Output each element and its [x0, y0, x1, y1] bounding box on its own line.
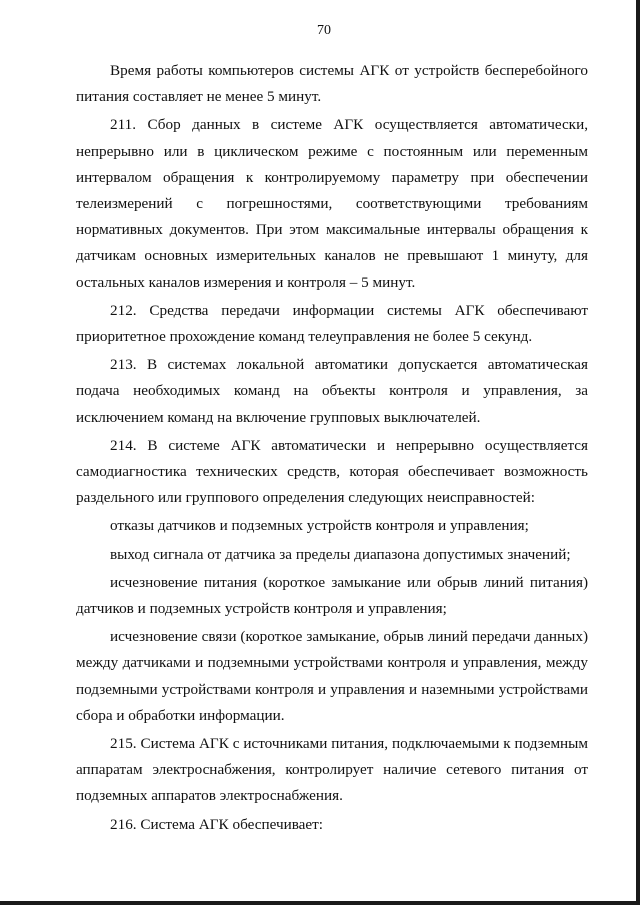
paragraph-211: 211. Сбор данных в системе АГК осуществляется автоматически, непрерывно или в циклическом режиме с постоянным или переменным интервалом обращения к контролируемому параметру при обеспечении телеизмерений с погрешностями, соответствующими требованиям нормативных документов. При этом максимальные интервалы обращения к датчикам основных измерительных каналов не превышают 1 минуту, для остальных каналов измерения и контроля – 5 минут. [76, 116, 588, 291]
paragraph-215: 215. Система АГК с источниками питания, подключаемыми к подземным аппаратам электроснабжения, контролирует наличие сетевого питания от подземных аппаратов электроснабжения. [76, 735, 588, 805]
fault-item-signal-out-of-range: выход сигнала от датчика за пределы диапазона допустимых значений; [110, 545, 571, 563]
paragraph-212: 212. Средства передачи информации системы АГК обеспечивают приоритетное прохождение команд телеуправления не более 5 секунд. [76, 301, 588, 346]
paragraph-213: 213. В системах локальной автоматики допускается автоматическая подача необходимых команд на объекты контроля и управления, за исключением команд на включение групповых выключателей. [76, 356, 588, 426]
paragraph-ups-runtime: Время работы компьютеров системы АГК от устройств бесперебойного питания составляет не менее 5 минут. [76, 62, 588, 106]
paragraph-214: 214. В системе АГК автоматически и непрерывно осуществляется самодиагностика технических средств, которая обеспечивает возможность раздельного или группового определения следующих неисправностей: [76, 436, 588, 507]
page-number: 70 [317, 23, 331, 38]
fault-item-communication-loss: исчезновение связи (короткое замыкание, обрыв линий передачи данных) между датчиками и подземными устройствами контроля и управления, между подземными устройствами контроля и управления и наземными устройствами сбора и обработки информации. [76, 628, 588, 724]
paragraph-216: 216. Система АГК обеспечивает: [110, 815, 324, 833]
fault-item-sensor-failures: отказы датчиков и подземных устройств контроля и управления; [110, 517, 529, 535]
document-body [76, 58, 588, 838]
fault-item-power-loss: исчезновение питания (короткое замыкание или обрыв линий питания) датчиков и подземных устройств контроля и управления; [76, 573, 588, 618]
